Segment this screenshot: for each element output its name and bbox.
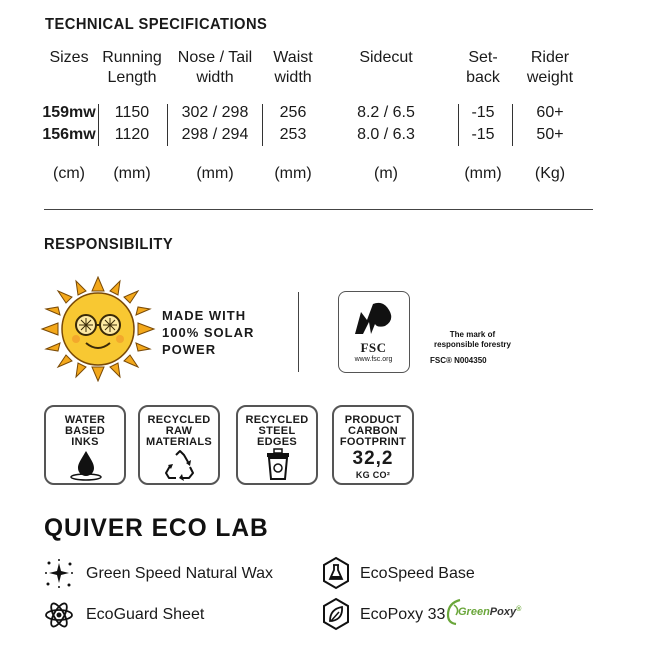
- solar-line-2: 100% SOLAR: [162, 325, 255, 340]
- badge-line: PRODUCT: [344, 414, 402, 426]
- badge-recycled-raw-materials: [138, 405, 220, 485]
- solar-line-3: POWER: [162, 342, 217, 357]
- table-divider: [167, 104, 168, 146]
- badge-carbon-footprint: [332, 405, 414, 485]
- cell-nose-1: 302 / 298: [181, 104, 249, 121]
- header-rider-label-1: Rider: [530, 49, 570, 66]
- header-waist: [266, 48, 320, 88]
- spec-table-rows: [0, 102, 650, 148]
- cell-waist-1: 256: [279, 104, 307, 121]
- header-running-length: [100, 48, 164, 88]
- cell-nose-2: 298 / 294: [181, 126, 249, 143]
- section-divider: [44, 209, 593, 210]
- tech-specs-title: TECHNICAL SPECIFICATIONS: [45, 16, 268, 33]
- header-setback: [458, 48, 508, 88]
- eco-item-ecoguard-sheet: EcoGuard Sheet: [86, 606, 205, 623]
- unit-sidecut: (m): [374, 165, 398, 182]
- badge-line: RECYCLED: [147, 414, 211, 426]
- leaf-badge-icon: [321, 597, 351, 631]
- fsc-url: www.fsc.org: [354, 356, 393, 363]
- header-setback-label-2: back: [466, 69, 500, 86]
- atom-badge-icon: [44, 599, 74, 631]
- cell-running-1: 1150: [114, 104, 150, 121]
- fsc-code: FSC® N004350: [430, 356, 487, 365]
- unit-rider: (Kg): [534, 165, 566, 182]
- header-sizes: [46, 48, 92, 68]
- table-divider: [458, 104, 459, 146]
- header-running-label-2: Length: [107, 69, 157, 86]
- carbon-value: 32,2: [352, 448, 394, 469]
- header-running-label-1: Running: [102, 49, 162, 66]
- header-setback-label-1: Set-: [468, 49, 498, 66]
- water-drop-icon: [68, 449, 104, 481]
- sparkle-icon: [44, 559, 74, 589]
- header-nose-tail: [172, 48, 258, 88]
- greenpoxy-green: Green: [458, 606, 490, 618]
- eco-item-ecospeed-base: EcoSpeed Base: [360, 565, 475, 582]
- cell-rider-2: 50+: [536, 126, 564, 143]
- table-divider: [98, 104, 99, 146]
- greenpoxy-logo: [444, 597, 526, 627]
- badge-water-based-inks: [44, 405, 126, 485]
- badge-line: FOOTPRINT: [339, 436, 407, 448]
- badge-line: EDGES: [256, 436, 297, 448]
- header-sidecut-label: Sidecut: [359, 49, 413, 66]
- recycle-bin-icon: [263, 447, 293, 481]
- unit-sizes: (cm): [53, 165, 85, 182]
- header-waist-label-1: Waist: [273, 49, 313, 66]
- cell-setback-1: -15: [471, 104, 495, 121]
- badge-line: BASED: [64, 425, 105, 437]
- greenpoxy-reg: ®: [516, 606, 522, 613]
- sun-icon: [40, 276, 156, 382]
- unit-nose: (mm): [196, 165, 234, 182]
- flask-badge-icon: [321, 556, 351, 590]
- badge-line: RAW: [165, 425, 193, 437]
- table-divider: [262, 104, 263, 146]
- header-nose-label-1: Nose / Tail: [177, 49, 253, 66]
- fsc-mark-line-2: responsible forestry: [434, 340, 511, 349]
- header-nose-label-2: width: [196, 69, 234, 86]
- badge-recycled-steel-edges: [236, 405, 318, 485]
- cell-running-2: 1120: [114, 126, 150, 143]
- responsibility-title: RESPONSIBILITY: [44, 236, 174, 253]
- eco-item-ecopoxy: EcoPoxy 33: [360, 606, 446, 623]
- eco-lab-title: QUIVER ECO LAB: [44, 514, 269, 542]
- fsc-logo: [338, 291, 410, 373]
- eco-item-green-speed-wax: Green Speed Natural Wax: [86, 565, 274, 582]
- table-divider: [512, 104, 513, 146]
- header-sidecut: [344, 48, 428, 68]
- badge-line: INKS: [71, 436, 99, 448]
- unit-setback: (mm): [464, 165, 502, 182]
- recycle-icon: [164, 449, 196, 481]
- badge-line: MATERIALS: [145, 436, 213, 448]
- greenpoxy-text: [458, 606, 521, 618]
- responsibility-divider: [298, 292, 299, 372]
- cell-waist-2: 253: [279, 126, 307, 143]
- header-rider-weight: [520, 48, 580, 88]
- badge-line: WATER: [64, 414, 106, 426]
- carbon-unit: KG CO²: [355, 470, 391, 480]
- cell-rider-1: 60+: [536, 104, 564, 121]
- fsc-mark-text: [434, 330, 511, 350]
- header-rider-label-2: weight: [526, 69, 574, 86]
- badge-line: STEEL: [258, 425, 296, 437]
- solar-power-text: [162, 307, 254, 358]
- unit-running: (mm): [113, 165, 151, 182]
- greenpoxy-poxy: Poxy: [489, 606, 517, 618]
- header-waist-label-2: width: [274, 69, 312, 86]
- unit-waist: (mm): [274, 165, 312, 182]
- cell-size-2: 156mw: [42, 126, 96, 143]
- fsc-tree-icon: [349, 298, 399, 338]
- cell-sidecut-1: 8.2 / 6.5: [357, 104, 415, 121]
- fsc-logo-text: FSC: [360, 340, 387, 355]
- cell-setback-2: -15: [471, 126, 495, 143]
- solar-line-1: MADE WITH: [162, 308, 247, 323]
- cell-sidecut-2: 8.0 / 6.3: [357, 126, 415, 143]
- header-sizes-label: Sizes: [49, 49, 89, 66]
- badge-line: CARBON: [347, 425, 399, 437]
- cell-size-1: 159mw: [42, 104, 96, 121]
- badge-line: RECYCLED: [245, 414, 309, 426]
- fsc-mark-line-1: The mark of: [449, 330, 496, 339]
